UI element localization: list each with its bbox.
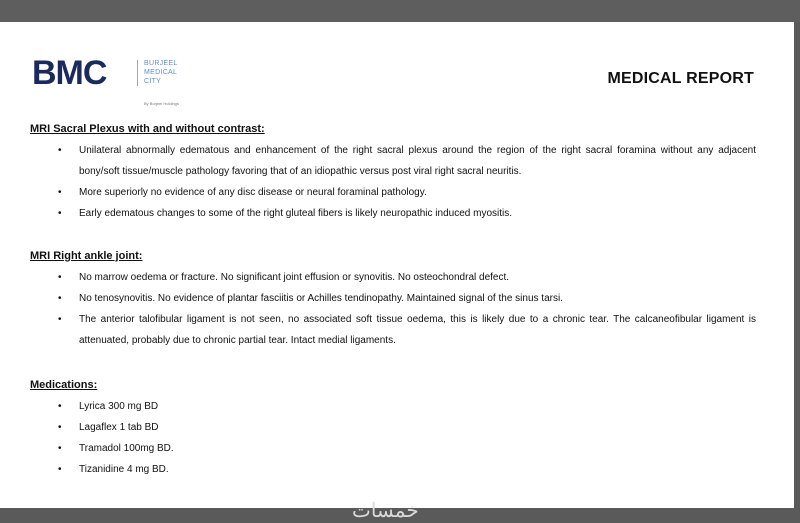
- list-item: [30, 309, 756, 351]
- report-title: MEDICAL REPORT: [607, 70, 754, 87]
- list-item: [30, 203, 756, 224]
- list-item: [30, 182, 756, 203]
- list-item: [30, 288, 756, 309]
- bullet-icon: •: [58, 293, 62, 304]
- bullet-icon: •: [58, 208, 62, 219]
- section-heading: MRI Right ankle joint:: [30, 250, 143, 262]
- logo-subtitle: By Burjeel Holdings: [144, 101, 179, 106]
- logo-mark: BMC: [32, 54, 107, 92]
- document-page: [0, 22, 794, 522]
- section-heading: Medications:: [30, 379, 98, 391]
- item-text: Early edematous changes to some of the right gluteal fibers is likely neuropathic induced myositis.: [79, 208, 513, 219]
- list-item: [30, 267, 756, 288]
- item-text: Tramadol 100mg BD.: [79, 443, 174, 454]
- item-text: Lagaflex 1 tab BD: [79, 422, 159, 433]
- item-text: The anterior talofibular ligament is not seen, no associated soft tissue oedema, this is likely due to a chronic tear. The calcaneofibular ligament is attenuated, probably due to chronic partial tear. Intact medial ligaments.: [79, 314, 756, 346]
- bullet-icon: •: [58, 145, 62, 156]
- logo-text: [144, 59, 178, 86]
- section-ankle-joint: [30, 249, 756, 351]
- item-text: Unilateral abnormally edematous and enhancement of the right sacral plexus around the region of the right sacral foramina without any adjacent bony/soft tissue/muscle pathology favoring that of an idiopathic versus post viral right sacral neuritis.: [79, 145, 756, 177]
- item-text: More superiorly no evidence of any disc disease or neural foraminal pathology.: [79, 187, 427, 198]
- list-item: [30, 438, 756, 459]
- bullet-icon: •: [58, 422, 62, 433]
- list-item: [30, 459, 756, 480]
- list-item: [30, 417, 756, 438]
- logo-line-3: CITY: [144, 78, 162, 85]
- logo-line-1: BURJEEL: [144, 60, 178, 67]
- hospital-logo: [32, 56, 202, 108]
- bullet-icon: •: [58, 314, 62, 325]
- logo-divider: [137, 60, 138, 86]
- medication-list: [30, 396, 756, 480]
- watermark: خمسات: [352, 500, 419, 522]
- bullet-icon: •: [58, 464, 62, 475]
- bullet-icon: •: [58, 272, 62, 283]
- section-sacral-plexus: [30, 122, 756, 224]
- list-item: [30, 396, 756, 417]
- viewer-right-edge: [794, 22, 800, 508]
- finding-list: [30, 267, 756, 351]
- bullet-icon: •: [58, 443, 62, 454]
- bullet-icon: •: [58, 187, 62, 198]
- bullet-icon: •: [58, 401, 62, 412]
- item-text: Lyrica 300 mg BD: [79, 401, 159, 412]
- finding-list: [30, 140, 756, 224]
- section-heading: MRI Sacral Plexus with and without contrast:: [30, 123, 265, 135]
- viewer-top-bar: [0, 0, 800, 22]
- section-medications: [30, 378, 756, 480]
- logo-line-2: MEDICAL: [144, 69, 178, 76]
- item-text: Tizanidine 4 mg BD.: [79, 464, 169, 475]
- list-item: [30, 140, 756, 182]
- item-text: No marrow oedema or fracture. No significant joint effusion or synovitis. No osteochondral defect.: [79, 272, 510, 283]
- item-text: No tenosynovitis. No evidence of plantar fasciitis or Achilles tendinopathy. Maintained signal of the sinus tarsi.: [79, 293, 563, 304]
